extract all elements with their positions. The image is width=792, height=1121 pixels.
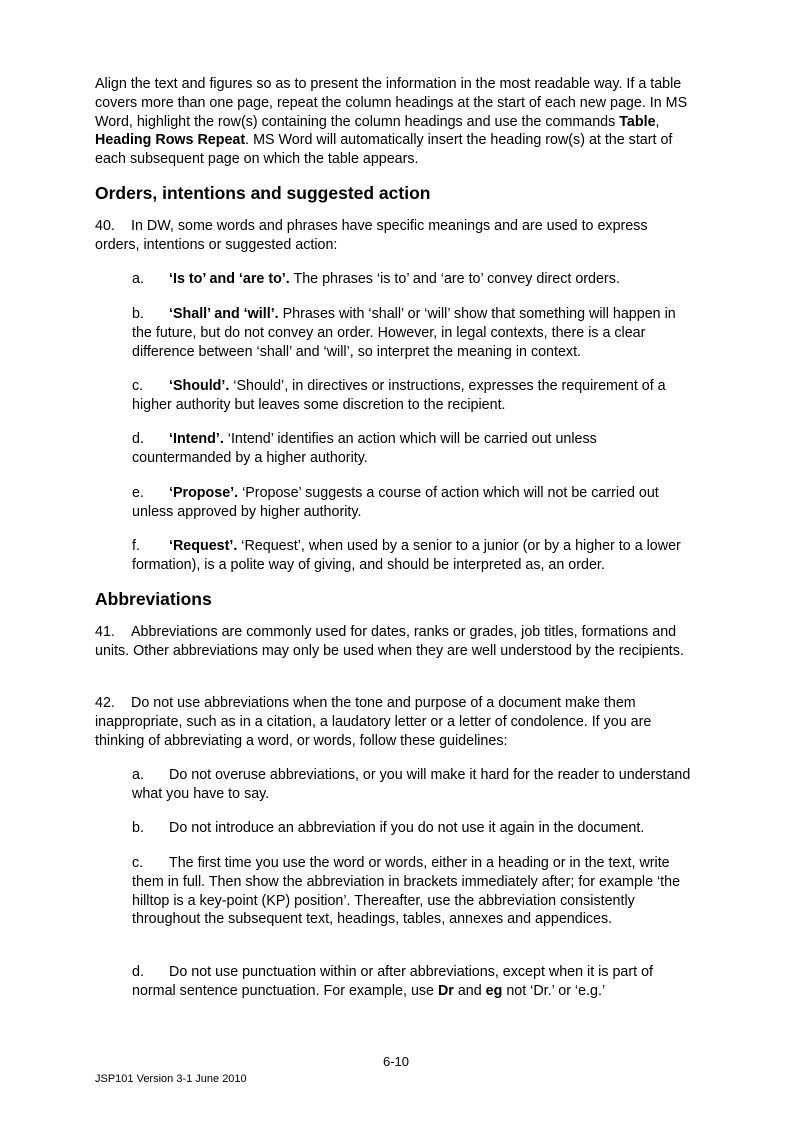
example-dr: Dr	[437, 982, 454, 999]
item-text: Do not introduce an abbreviation if you do not use it again in the document.	[169, 820, 645, 836]
item-text: ‘Request’, when used by a senior to a junior (or by a higher to a lower formation), is a polite way of giving, and should be interpreted as, an order.	[132, 538, 681, 573]
item-text: The first time you use the word or words, either in a heading or in the text, write them in full. Then show the abbreviation in brackets immediately after; for example ‘the hilltop is a key-point (KP) position’. Thereafter, use the abbreviation consistently throughout the subsequent text, headings, tables, annexes and appendices.	[132, 855, 681, 928]
item-text: Do not overuse abbreviations, or you will make it hard for the reader to understand what you have to say.	[132, 767, 691, 802]
example-eg: eg	[485, 982, 503, 999]
list-item-f	[132, 537, 692, 575]
item-letter: c.	[132, 378, 144, 394]
list-item-d	[132, 430, 692, 468]
paragraph-number: 41.	[95, 624, 115, 640]
item-letter: d.	[132, 964, 144, 980]
item-letter: e.	[132, 485, 144, 501]
item-term: ‘Request’.	[169, 538, 238, 554]
item-term: ‘Should’.	[169, 378, 230, 394]
item-letter: a.	[132, 767, 144, 783]
item-letter: c.	[132, 855, 144, 871]
item-text: ‘Intend’ identifies an action which will be carried out unless countermanded by a higher authority.	[132, 431, 597, 466]
intro-text-1: Align the text and figures so as to present the information in the most readable way. If a table covers more than one page, repeat the column headings at the start of each new page. In MS Word, highlight the row(s) containing the column headings and use the commands	[95, 76, 688, 130]
paragraph-text: In DW, some words and phrases have specific meanings and are used to express orders, intentions or suggested action:	[95, 218, 648, 253]
item-text: Phrases with ‘shall’ or ‘will’ show that something will happen in the future, but do not convey an order. However, in legal contexts, there is a clear difference between ‘shall’ and ‘will’, so interpret the meaning in context.	[132, 306, 676, 360]
paragraph-42	[95, 694, 695, 750]
paragraph-41	[95, 623, 695, 661]
item-term: ‘Is to’ and ‘are to’.	[169, 271, 290, 287]
item-letter: d.	[132, 431, 144, 447]
item-text-2: not ‘Dr.’ or ‘e.g.’	[502, 982, 606, 999]
intro-text-2: . MS Word will automatically insert the heading row(s) at the start of each subsequent page on which the table appears.	[95, 132, 673, 168]
page-number: 6-10	[382, 1054, 410, 1069]
item-term: ‘Intend’.	[169, 431, 224, 447]
item-letter: a.	[132, 271, 144, 287]
list-item-b	[132, 305, 692, 361]
command-table: Table	[619, 113, 656, 130]
guideline-d	[132, 963, 692, 1001]
item-text-1: Do not use punctuation within or after abbreviations, except when it is part of normal sentence punctuation. For example, use	[132, 964, 653, 999]
heading-orders: Orders, intentions and suggested action	[95, 183, 431, 203]
paragraph-40	[95, 217, 695, 255]
intro-paragraph	[95, 75, 695, 169]
list-item-e	[132, 484, 692, 522]
guideline-a	[132, 766, 692, 804]
heading-abbreviations: Abbreviations	[95, 589, 212, 609]
command-heading-rows-repeat: Heading Rows Repeat	[95, 132, 246, 149]
paragraph-number: 40.	[95, 218, 115, 234]
item-letter: b.	[132, 306, 144, 322]
item-text: ‘Should’, in directives or instructions, expresses the requirement of a higher authority but leaves some discretion to the recipient.	[132, 378, 666, 413]
item-text: The phrases ‘is to’ and ‘are to’ convey direct orders.	[289, 271, 620, 287]
item-letter: f.	[132, 538, 140, 554]
paragraph-text: Do not use abbreviations when the tone and purpose of a document make them inappropriate, such as in a citation, a laudatory letter or a letter of condolence. If you are thinking of abbreviating a word, or words, follow these guidelines:	[95, 695, 652, 749]
paragraph-text: Abbreviations are commonly used for dates, ranks or grades, job titles, formations and units. Other abbreviations may only be used when they are well understood by the recipients.	[95, 624, 684, 659]
list-item-a	[132, 270, 692, 289]
document-version: JSP101 Version 3-1 June 2010	[95, 1073, 247, 1085]
list-item-c	[132, 377, 692, 415]
intro-separator: ,	[655, 113, 660, 130]
item-letter: b.	[132, 820, 144, 836]
guideline-b	[132, 819, 692, 838]
item-term: ‘Propose’.	[169, 485, 239, 501]
item-term: ‘Shall’ and ‘will’.	[169, 306, 279, 322]
paragraph-number: 42.	[95, 695, 115, 711]
item-text: ‘Propose’ suggests a course of action which will not be carried out unless approved by higher authority.	[132, 485, 659, 520]
item-conjunction: and	[453, 982, 486, 999]
guideline-c	[132, 854, 692, 929]
